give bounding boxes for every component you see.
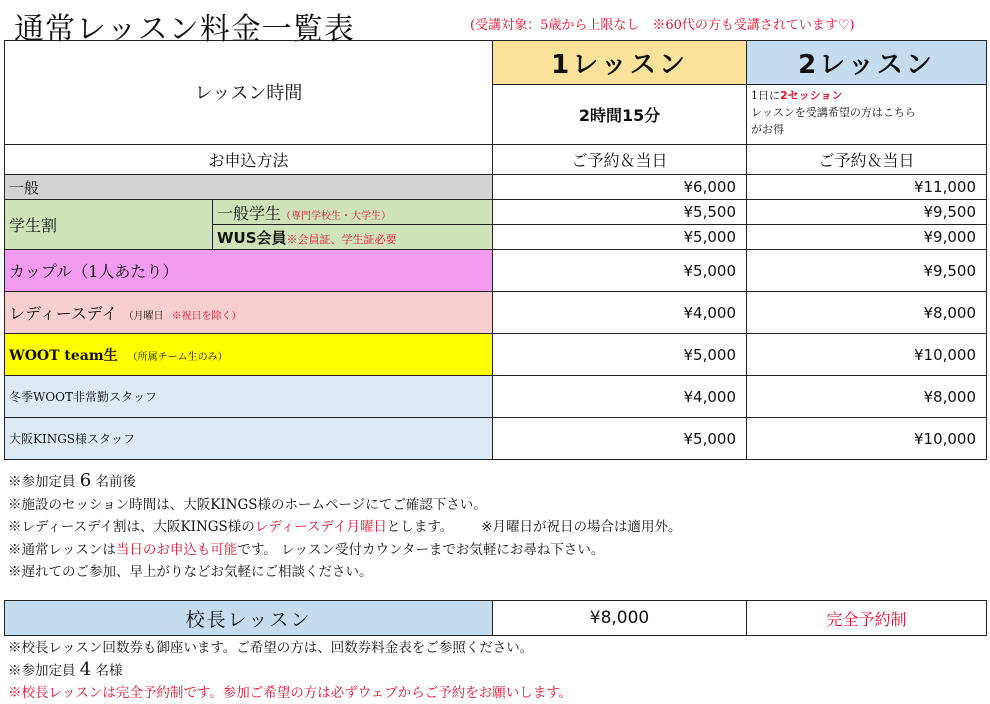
- row-ladies-price-2: ¥8,000: [747, 292, 987, 334]
- row-student-note: （専門学校生・大学生）: [281, 210, 392, 222]
- row-ladies-note-a: （月曜日: [123, 311, 164, 322]
- row-winter-staff-price-1: ¥4,000: [493, 376, 747, 418]
- col-2-session-note: [747, 85, 987, 145]
- row-woot-note: （所属チーム生のみ）: [127, 351, 228, 363]
- note-session-time: ※施設のセッション時間は、大阪KINGS様のホームページにてご確認下さい。: [8, 496, 487, 513]
- row-ladies-note-b: ※祝日を除く）: [171, 311, 242, 322]
- col-2-note-b: 2セッション: [780, 89, 843, 102]
- apply-col-1: ご予約＆当日: [493, 145, 747, 175]
- row-woot-label: WOOT team生: [9, 347, 118, 364]
- note-capacity-c: 名前後: [95, 474, 137, 490]
- row-student-label: 一般学生: [217, 203, 282, 223]
- row-wus-price-1: ¥5,000: [493, 225, 747, 250]
- row-general-label: 一般: [5, 175, 493, 200]
- row-student-price-2: ¥9,500: [747, 200, 987, 225]
- coach-lesson-status: 完全予約制: [747, 601, 987, 636]
- row-general-price-1: ¥6,000: [493, 175, 747, 200]
- coach-notes-section: [8, 637, 572, 704]
- row-kings-staff-price-1: ¥5,000: [493, 418, 747, 460]
- coach-note-tickets: ※校長レッスン回数券も御座います。ご希望の方は、回数券料金表をご参照ください。: [8, 640, 534, 656]
- note-same-day-a: ※通常レッスンは: [8, 541, 116, 558]
- row-couple-price-2: ¥9,500: [747, 250, 987, 292]
- lesson-time-label: レッスン時間: [5, 41, 493, 145]
- price-table: [4, 40, 987, 460]
- note-capacity: [8, 470, 682, 494]
- target-note: (受講対象：5歳から上限なし ※60代の方も受講されています♡): [470, 18, 855, 33]
- row-wus-cell: [213, 225, 493, 250]
- coach-capacity-c: 名様: [95, 663, 123, 679]
- apply-method-label: お申込方法: [5, 145, 493, 175]
- row-kings-staff-label: 大阪KINGS様スタッフ: [5, 418, 493, 460]
- coach-capacity-a: ※参加定員: [8, 663, 76, 679]
- row-student-cell: [213, 200, 493, 225]
- note-capacity-a: ※参加定員: [8, 474, 76, 490]
- row-student-group-label: 学生割: [5, 200, 213, 250]
- coach-lesson-label: 校長レッスン: [5, 601, 493, 636]
- note-late: ※遅れてのご参加、早上がりなどお気軽にご相談ください。: [8, 564, 373, 580]
- col-1-duration: 2時間15分: [493, 85, 747, 145]
- col-2-note-d: がお得: [751, 123, 785, 136]
- row-ladies-label: レディースデイ: [9, 304, 118, 323]
- row-couple-price-1: ¥5,000: [493, 250, 747, 292]
- row-woot-price-2: ¥10,000: [747, 334, 987, 376]
- row-winter-staff-price-2: ¥8,000: [747, 376, 987, 418]
- apply-col-2: ご予約＆当日: [747, 145, 987, 175]
- note-ladies-c: とします。: [386, 519, 454, 535]
- row-couple-label: カップル（1人あたり）: [5, 250, 493, 292]
- coach-lesson-price: ¥8,000: [493, 601, 747, 636]
- col-2-note-c: レッスンを受講希望の方はこちら: [751, 106, 916, 119]
- row-woot-cell: [5, 334, 493, 376]
- row-ladies-cell: [5, 292, 493, 334]
- row-wus-label: WUS会員: [217, 228, 287, 247]
- note-same-day-c: です。 レッスン受付カウンターまでお気軽にお尋ね下さい。: [237, 541, 605, 558]
- note-ladies-day: [8, 516, 682, 539]
- notes-section: [8, 470, 682, 584]
- note-capacity-number: 6: [79, 470, 92, 491]
- coach-note-reservation: ※校長レッスンは完全予約制です。参加ご希望の方は必ずウェブからご予約をお願いします。: [8, 685, 573, 701]
- page-title: 通常レッスン料金一覧表: [14, 12, 355, 47]
- note-same-day: [8, 539, 682, 562]
- col-1-lesson-header: 1レッスン: [493, 41, 747, 85]
- row-ladies-price-1: ¥4,000: [493, 292, 747, 334]
- note-ladies-a: ※レディースデイ割は、大阪KINGS様の: [8, 519, 255, 535]
- coach-capacity-number: 4: [79, 659, 92, 680]
- note-same-day-b: 当日のお申込も可能: [115, 541, 238, 558]
- row-kings-staff-price-2: ¥10,000: [747, 418, 987, 460]
- note-ladies-b: レディースデイ月曜日: [254, 519, 387, 535]
- row-general-price-2: ¥11,000: [747, 175, 987, 200]
- row-woot-price-1: ¥5,000: [493, 334, 747, 376]
- row-student-price-1: ¥5,500: [493, 200, 747, 225]
- row-wus-note: ※会員証、学生証必要: [286, 232, 397, 246]
- note-ladies-d: ※月曜日が祝日の場合は適用外。: [481, 519, 682, 535]
- col-2-note-a: 1日に: [751, 89, 781, 102]
- coach-lesson-table: [4, 600, 987, 636]
- row-wus-price-2: ¥9,000: [747, 225, 987, 250]
- col-2-lesson-header: 2レッスン: [747, 41, 987, 85]
- coach-note-capacity: [8, 659, 572, 682]
- row-winter-staff-label: 冬季WOOT非常勤スタッフ: [5, 376, 493, 418]
